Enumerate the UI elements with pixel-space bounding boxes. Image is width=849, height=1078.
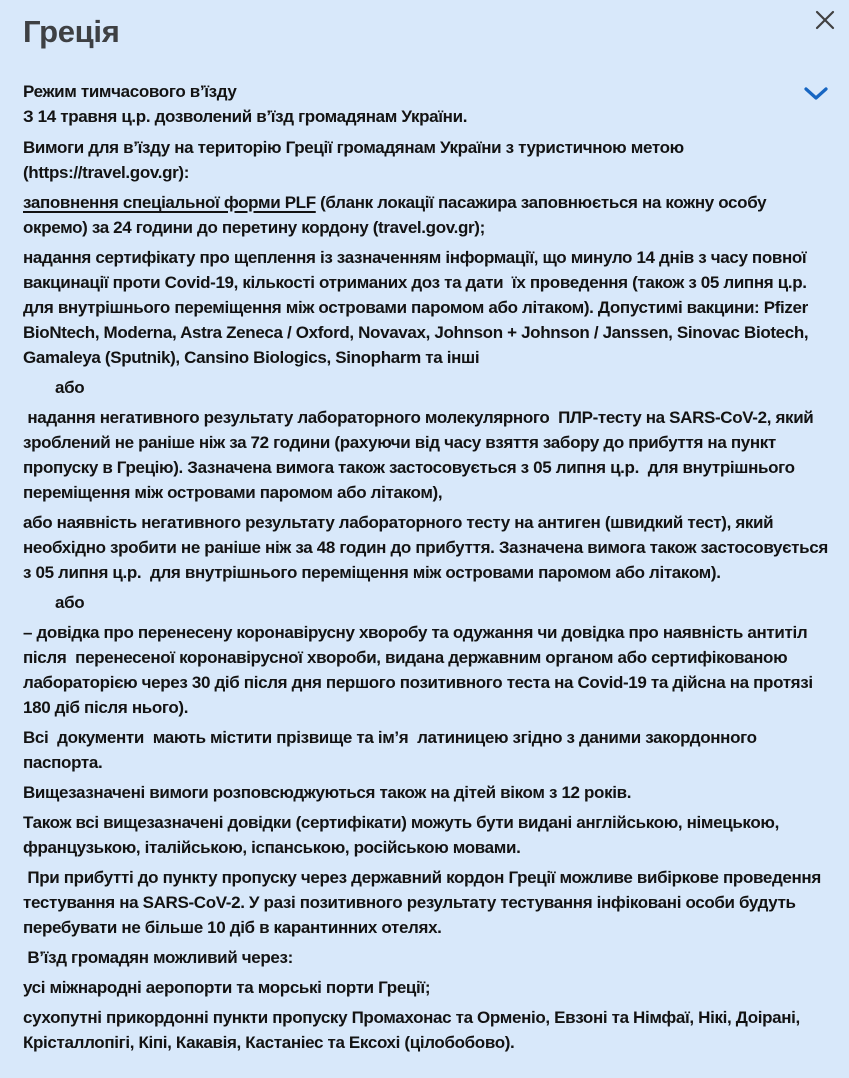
chevron-down-icon	[804, 89, 828, 104]
collapse-section-button[interactable]	[803, 84, 829, 104]
paragraph-recovery-certificate: – довідка про перенесену коронавірусну хворобу та одужання чи довідка про наявність антитіл після перенесеної коронавірусної хвороби, видана державним органом або сертифікованою лабораторією через 30 діб після дня першого позитивного теста на Covid-19 та дійсна на протязі 180 діб після нього).	[23, 623, 818, 717]
paragraph-requirements-heading: Вимоги для в’їзду на територію Греції громадянам України з туристичною метою (https://travel.gov.gr):	[23, 138, 689, 182]
paragraph-or-2: або	[55, 593, 85, 612]
paragraph-languages: Також всі вищезазначені довідки (сертифікати) можуть бути видані англійською, німецькою, французькою, італійською, іспанською, російською мовами.	[23, 813, 784, 857]
close-button[interactable]	[809, 4, 841, 36]
entry-regime-line2: З 14 травня ц.р. дозволений в’їзд громадянам України.	[23, 107, 468, 126]
paragraph-antigen-test: або наявність негативного результату лабораторного тесту на антиген (швидкий тест), який необхідно зробити не раніше ніж за 48 годин до прибуття. Зазначена вимога також застосовується з 05 липня ц.р. для внутрішнього переміщення між островами паромом або літаком).	[23, 513, 833, 582]
paragraph-land-crossings: сухопутні прикордонні пункти пропуску Промахонас та Орменіо, Евзоні та Німфаї, Нікі, Доірані, Крісталлопігі, Кіпі, Какавія, Кастаніес та Ексохі (цілобобово).	[23, 1008, 809, 1052]
paragraph-airports-seaports: усі міжнародні аеропорти та морські порти Греції;	[23, 978, 431, 997]
plf-form-rest-text: (бланк локації пасажира заповнюється на кожну особу окремо) за 24 години до перетину кордону (travel.gov.gr);	[23, 193, 771, 237]
paragraph-plf-form	[23, 190, 831, 240]
paragraph-or-1: або	[55, 378, 85, 397]
plf-form-underlined-text: заповнення спеціальної форми PLF	[23, 193, 316, 212]
close-icon	[813, 20, 837, 35]
paragraph-documents-latin: Всі документи мають містити прізвище та ім’я латиницею згідно з даними закордонного паспорта.	[23, 728, 762, 772]
paragraph-entry-regime	[23, 79, 831, 129]
country-info-content	[23, 79, 831, 1055]
paragraph-pcr-test: надання негативного результату лабораторного молекулярного ПЛР-тесту на SARS-CoV-2, який зроблений не раніше ніж за 72 години (рахуючи від часу взяття забору до прибуття на пункт пропуску в Грецію). Зазначена вимога також застосовується з 05 липня ц.р. для внутрішнього переміщення між островами паромом або літаком),	[23, 408, 818, 502]
paragraph-children-rule: Вищезазначені вимоги розповсюджуються також на дітей віком з 12 років.	[23, 783, 632, 802]
page-title: Греція	[23, 14, 120, 49]
paragraph-vaccination-certificate: надання сертифікату про щеплення із зазначенням інформації, що минуло 14 днів з часу повної вакцинації проти Covid-19, кількості отриманих доз та дати їх проведення (також з 05 липня ц.р. для внутрішнього переміщення між островами паромом або літаком). Допустимі вакцини: Pfizer BioNtech, Moderna, Astra Zeneca / Oxford, Novavax, Johnson + Johnson / Janssen, Sinovac Biotech, Gamaleya (Sputnik), Cansino Biologics, Sinopharm та інші	[23, 248, 813, 367]
entry-regime-line1: Режим тимчасового в’їзду	[23, 82, 237, 101]
paragraph-entry-via-heading: В’їзд громадян можливий через:	[23, 948, 293, 967]
paragraph-random-testing: При прибутті до пункту пропуску через державний кордон Греції можливе вибіркове проведення тестування на SARS-CoV-2. У разі позитивного результату тестування інфіковані особи будуть перебувати не більше 10 діб в карантинних отелях.	[23, 868, 826, 937]
